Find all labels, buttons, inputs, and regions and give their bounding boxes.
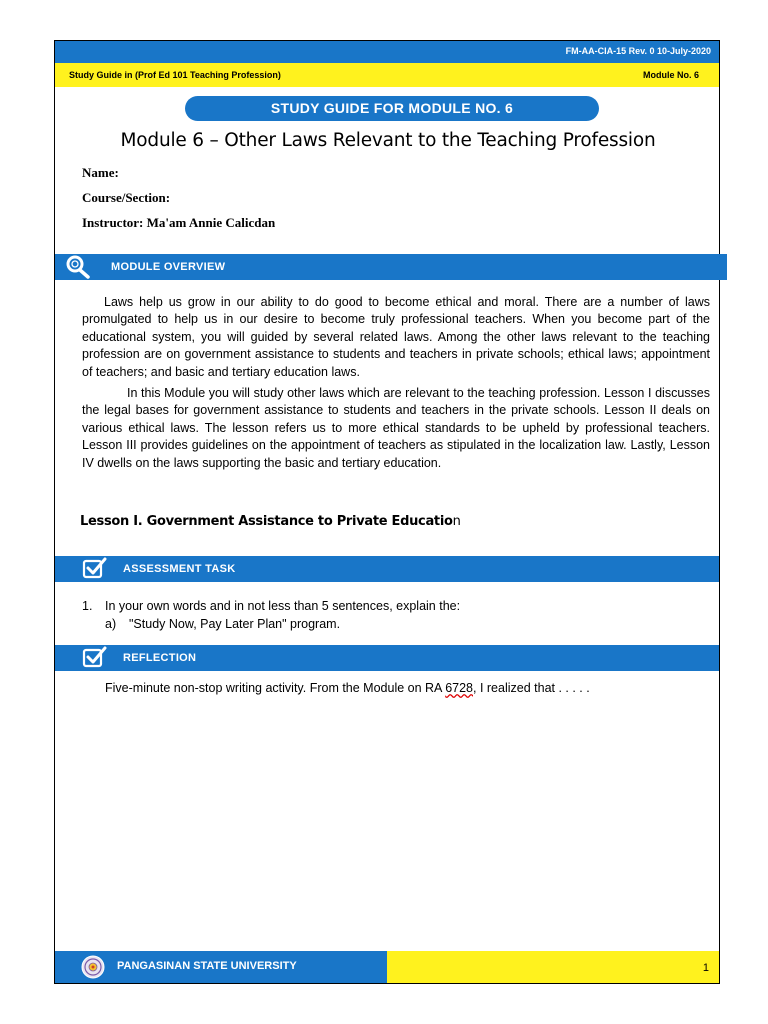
p2-b: deals on various ethical laws. The lesson refers us to more ethical standards to be upheld by professional teachers.	[82, 403, 711, 435]
ra-number: 6728	[445, 681, 473, 695]
form-code: FM-AA-CIA-15 Rev. 0 10-July-2020	[565, 46, 711, 56]
overview-paragraph-2	[82, 385, 710, 472]
instructor-field: Instructor: Ma'am Annie Calicdan	[82, 215, 276, 230]
lesson-heading	[80, 514, 461, 529]
banner-text: STUDY GUIDE FOR MODULE NO. 6	[270, 100, 514, 116]
question-number: 1.	[82, 599, 93, 613]
lesson-heading-tail: n	[452, 514, 461, 529]
p2-a: discusses the legal bases for government assistance to students and teachers in the private schools.	[82, 386, 710, 418]
checkbox-icon	[81, 645, 111, 671]
reflection-heading: REFLECTION	[123, 652, 197, 664]
assessment-task-heading: ASSESSMENT TASK	[123, 563, 236, 575]
footer-university-bar	[55, 951, 387, 983]
module-overview-bar	[55, 254, 727, 280]
assessment-task-bar	[55, 556, 719, 582]
checkbox-icon	[81, 556, 111, 582]
sub-item-text: "Study Now, Pay Later Plan" program.	[129, 617, 341, 631]
study-guide-banner	[185, 96, 599, 121]
page-number: 1	[702, 962, 709, 974]
header-yellow-bar	[55, 63, 719, 87]
overview-paragraph-1: Laws help us grow in our ability to do good to become ethical and moral. There are a number of laws promulgated to help us in our desire to become truly professional teachers. When you become part of the educational system, you will guided by several related laws. Among the other laws relevant to the teaching profession are on government assistance to students and teachers in private schools; ethical laws; appointment of teachers; and basic and tertiary education laws.	[82, 295, 710, 379]
lesson-1-ref: Lesson I	[604, 386, 652, 400]
reflection-bar	[55, 645, 719, 671]
document-page	[54, 40, 720, 984]
p2-c: provides guidelines on the appointment of teachers as stipulated in the localization law. Lastly,	[136, 438, 666, 453]
lesson-3-ref: Lesson III	[82, 438, 137, 453]
reflection-text-a: Five-minute non-stop writing activity. From the Module on RA	[105, 681, 446, 695]
search-magnifier-icon	[63, 254, 93, 280]
lesson-2-ref: Lesson II	[604, 403, 657, 418]
p2-d: dwells on the laws supporting the basic and tertiary education.	[93, 455, 442, 470]
lesson-4-ref: Lesson IV	[82, 438, 710, 470]
lesson-heading-text: Lesson I. Government Assistance to Private Educatio	[80, 514, 453, 529]
p2-intro: In this Module you will study other laws which are relevant to the teaching profession.	[127, 386, 601, 400]
study-guide-label: Study Guide in (Prof Ed 101 Teaching Profession)	[69, 70, 281, 80]
university-seal-icon	[81, 955, 105, 979]
module-title: Module 6 – Other Laws Relevant to the Teaching Profession	[120, 130, 656, 151]
footer-page-bar	[387, 951, 719, 983]
course-section-field: Course/Section:	[82, 190, 171, 205]
header-top-bar	[55, 41, 719, 63]
university-name: PANGASINAN STATE UNIVERSITY	[117, 960, 297, 972]
question-text: In your own words and in not less than 5 sentences, explain the:	[105, 599, 461, 613]
module-number: Module No. 6	[643, 70, 699, 80]
sub-item-label: a)	[105, 617, 117, 631]
reflection-text-b: , I realized that . . . . .	[473, 681, 590, 695]
name-field: Name:	[82, 165, 119, 180]
reflection-prompt	[105, 681, 590, 695]
module-overview-heading: MODULE OVERVIEW	[111, 261, 226, 273]
